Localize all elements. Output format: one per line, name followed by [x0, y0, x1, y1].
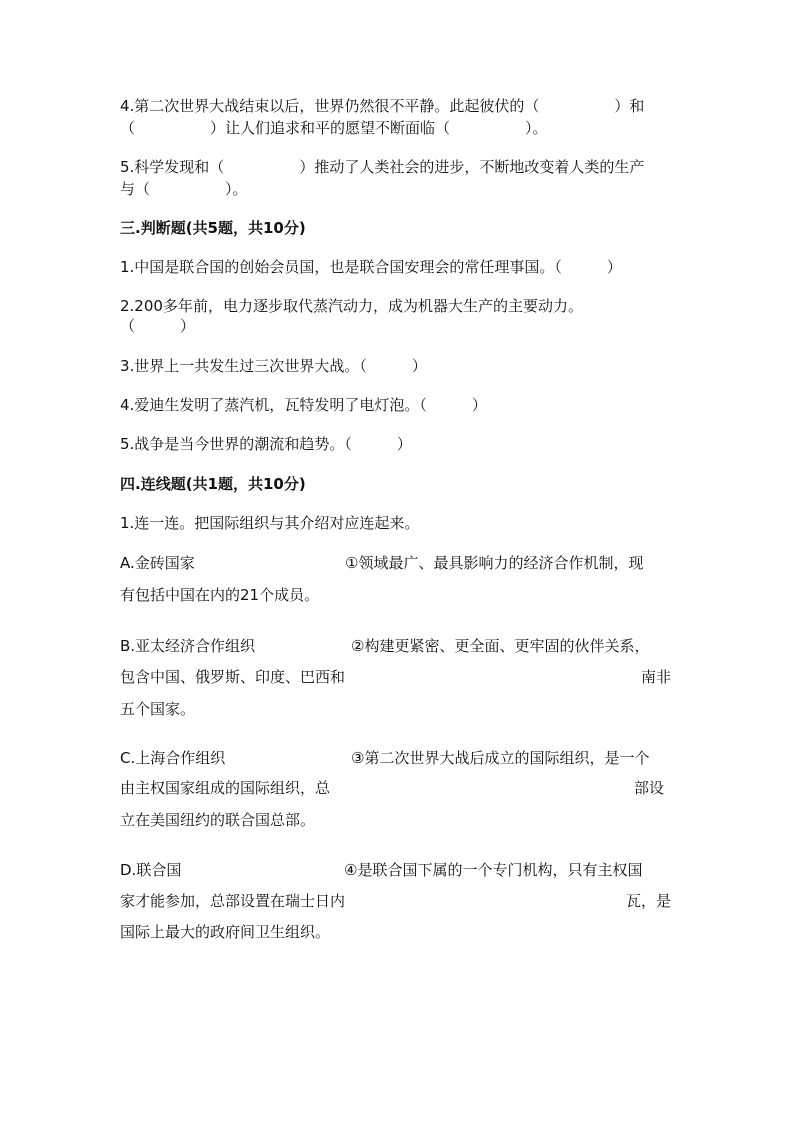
- judge-item-4: 4.爱迪生发明了蒸汽机，瓦特发明了电灯泡。（ ）: [120, 396, 487, 414]
- judge-item-3: 3.世界上一共发生过三次世界大战。（ ）: [120, 357, 427, 375]
- match-right-3-cont2: 立在美国纽约的联合国总部。: [120, 811, 316, 829]
- match-right-2-cont: 包含中国、俄罗斯、印度、巴西和: [120, 668, 346, 686]
- match-right-4[interactable]: ④是联合国下属的一个专门机构，只有主权国: [344, 861, 643, 879]
- match-right-3-cont-end: 部设: [633, 779, 664, 797]
- match-right-1[interactable]: ①领域最广、最具影响力的经济合作机制，现: [345, 554, 644, 572]
- match-right-2-cont2: 五个国家。: [120, 700, 196, 718]
- judge-item-1: 1.中国是联合国的创始会员国，也是联合国安理会的常任理事国。（ ）: [120, 258, 622, 276]
- match-instruction: 1.连一连。把国际组织与其介绍对应连起来。: [120, 514, 420, 532]
- match-right-4-cont: 家才能参加，总部设置在瑞士日内: [120, 892, 346, 910]
- match-right-2[interactable]: ②构建更紧密、更全面、更牢固的伙伴关系，: [351, 637, 650, 655]
- fill-q5-line2: 与（ ）。: [120, 180, 248, 198]
- judge-item-5: 5.战争是当今世界的潮流和趋势。（ ）: [120, 435, 412, 453]
- match-right-4-cont2: 国际上最大的政府间卫生组织。: [120, 923, 331, 941]
- fill-q5-line1: 5.科学发现和（ ）推动了人类社会的进步，不断地改变着人类的生产: [120, 158, 645, 176]
- match-right-4-cont-end: 瓦，是: [625, 892, 671, 910]
- match-left-a[interactable]: A.金砖国家: [120, 554, 195, 572]
- fill-q4-line1: 4.第二次世界大战结束以后，世界仍然很不平静。此起彼伏的（ ）和: [120, 97, 645, 115]
- match-left-b[interactable]: B.亚太经济合作组织: [120, 637, 256, 655]
- fill-q4-line2: （ ）让人们追求和平的愿望不断面临（ ）。: [120, 119, 548, 137]
- match-right-2-cont-end: 南非: [640, 668, 671, 686]
- judge-item-2: 2.200多年前，电力逐步取代蒸汽动力，成为机器大生产的主要动力。: [120, 297, 583, 315]
- match-left-d[interactable]: D.联合国: [120, 861, 182, 879]
- match-right-3-cont: 由主权国家组成的国际组织，总: [120, 779, 331, 797]
- match-right-3[interactable]: ③第二次世界大战后成立的国际组织，是一个: [351, 749, 650, 767]
- match-right-1-cont: 有包括中国在内的21个成员。: [120, 586, 320, 604]
- match-left-c[interactable]: C.上海合作组织: [120, 749, 226, 767]
- match-section-heading: 四.连线题(共1题，共10分): [120, 475, 306, 493]
- judge-item-2-blank: （ ）: [120, 317, 196, 335]
- judge-section-heading: 三.判断题(共5题，共10分): [120, 219, 306, 237]
